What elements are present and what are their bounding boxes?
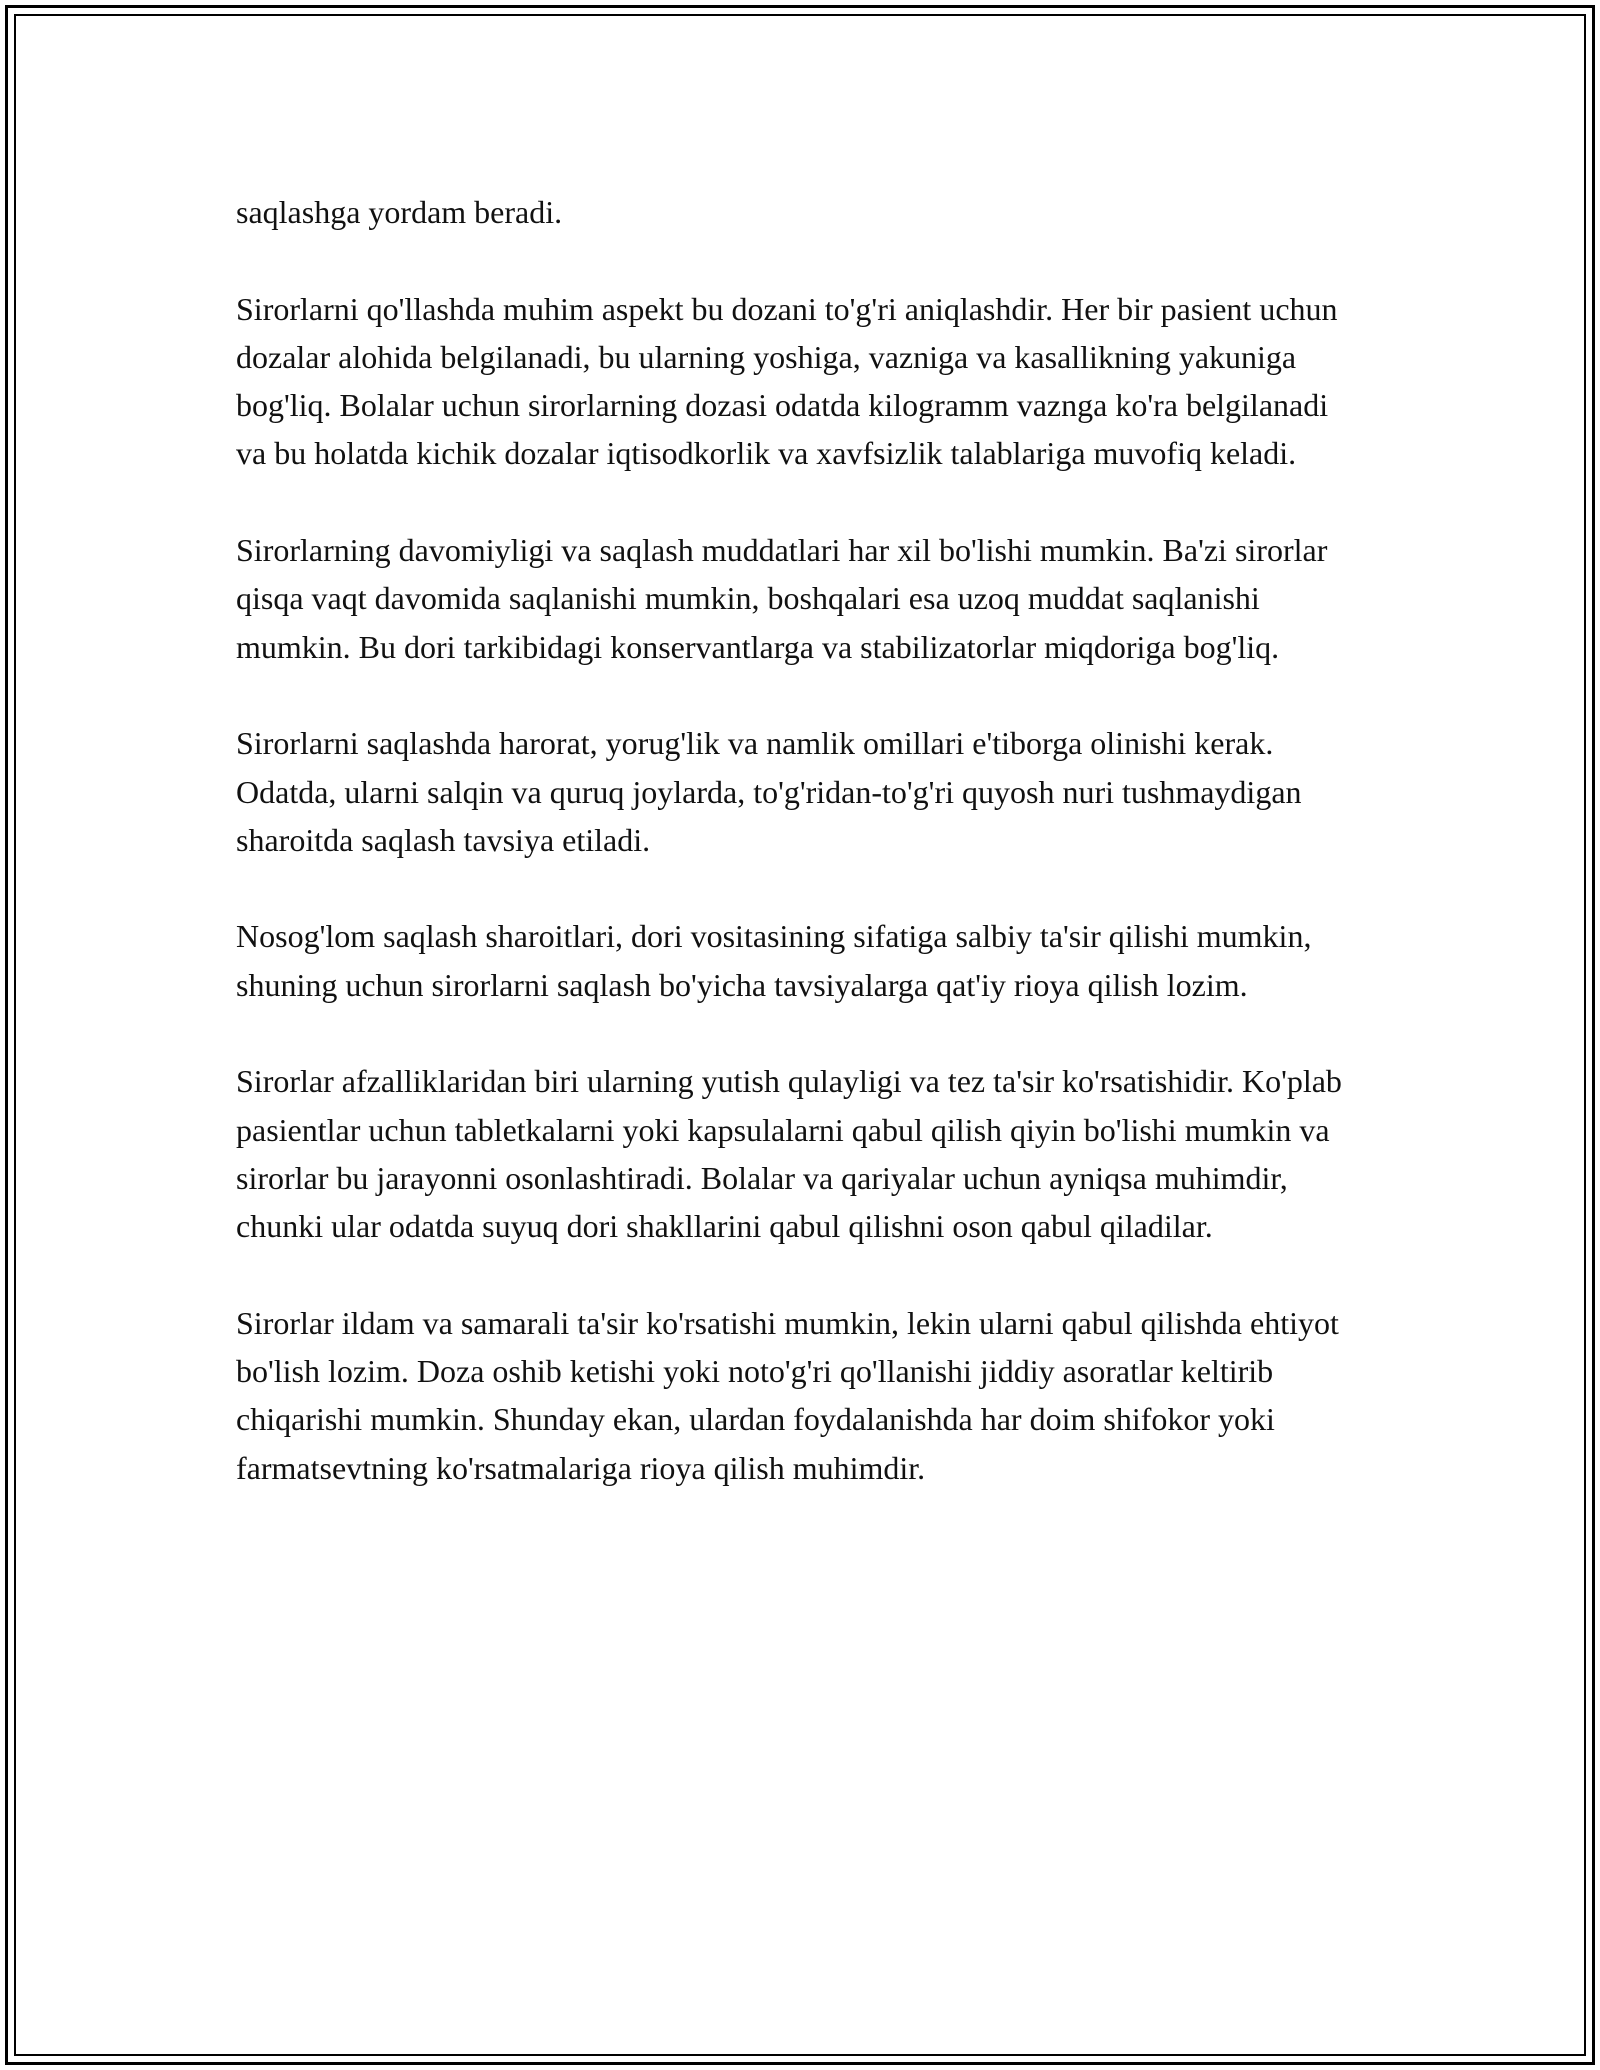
paragraph-3: Sirorlarning davomiyligi va saqlash muddatlari har xil bo'lishi mumkin. Ba'zi sirorlar qisqa vaqt davomida saqlanishi mumkin, boshqalari esa uzoq muddat saqlanishi mumkin. Bu dori tarkibidagi konservantlarga va stabilizatorlar miqdoriga bog'liq. bbox=[236, 532, 1328, 665]
paragraph-4: Sirorlarni saqlashda harorat, yorug'lik va namlik omillari e'tiborga olinishi kerak. Odatda, ularni salqin va quruq joylarda, to'g'ridan-to'g'ri quyosh nuri tushmaydigan sharoitda saqlash tavsiya etiladi. bbox=[236, 725, 1302, 858]
document-body bbox=[236, 188, 1366, 1540]
paragraph-2: Sirorlarni qo'llashda muhim aspekt bu dozani to'g'ri aniqlashdir. Her bir pasient uchun dozalar alohida belgilanadi, bu ularning yoshiga, vazniga va kasallikning yakuniga bog'liq. Bolalar uchun sirorlarning dozasi odatda kilogramm vaznga ko'ra belgilanadi va bu holatda kichik dozalar iqtisodkorlik va xavfsizlik talablariga muvofiq keladi. bbox=[236, 290, 1338, 472]
paragraph-6: Sirorlar afzalliklaridan biri ularning yutish qulayligi va tez ta'sir ko'rsatishidir. Ko'plab pasientlar uchun tabletkalarni yoki kapsulalarni qabul qilish qiyin bo'lishi mumkin va sirorlar bu jarayonni osonlashtiradi. Bolalar va qariyalar uchun ayniqsa muhimdir, chunki ular odatda suyuq dori shakllarini qabul qilishni oson qabul qiladilar. bbox=[236, 1063, 1342, 1245]
paragraph-1: saqlashga yordam beradi. bbox=[236, 194, 563, 230]
paragraph-5: Nosog'lom saqlash sharoitlari, dori vositasining sifatiga salbiy ta'sir qilishi mumkin, shuning uchun sirorlarni saqlash bo'yicha tavsiyalarga qat'iy rioya qilish lozim. bbox=[236, 918, 1312, 1003]
paragraph-7: Sirorlar ildam va samarali ta'sir ko'rsatishi mumkin, lekin ularni qabul qilishda ehtiyot bo'lish lozim. Doza oshib ketishi yoki noto'g'ri qo'llanishi jiddiy asoratlar keltirib chiqarishi mumkin. Shunday ekan, ulardan foydalanishda har doim shifokor yoki farmatsevtning ko'rsatmalariga rioya qilish muhimdir. bbox=[236, 1304, 1339, 1486]
